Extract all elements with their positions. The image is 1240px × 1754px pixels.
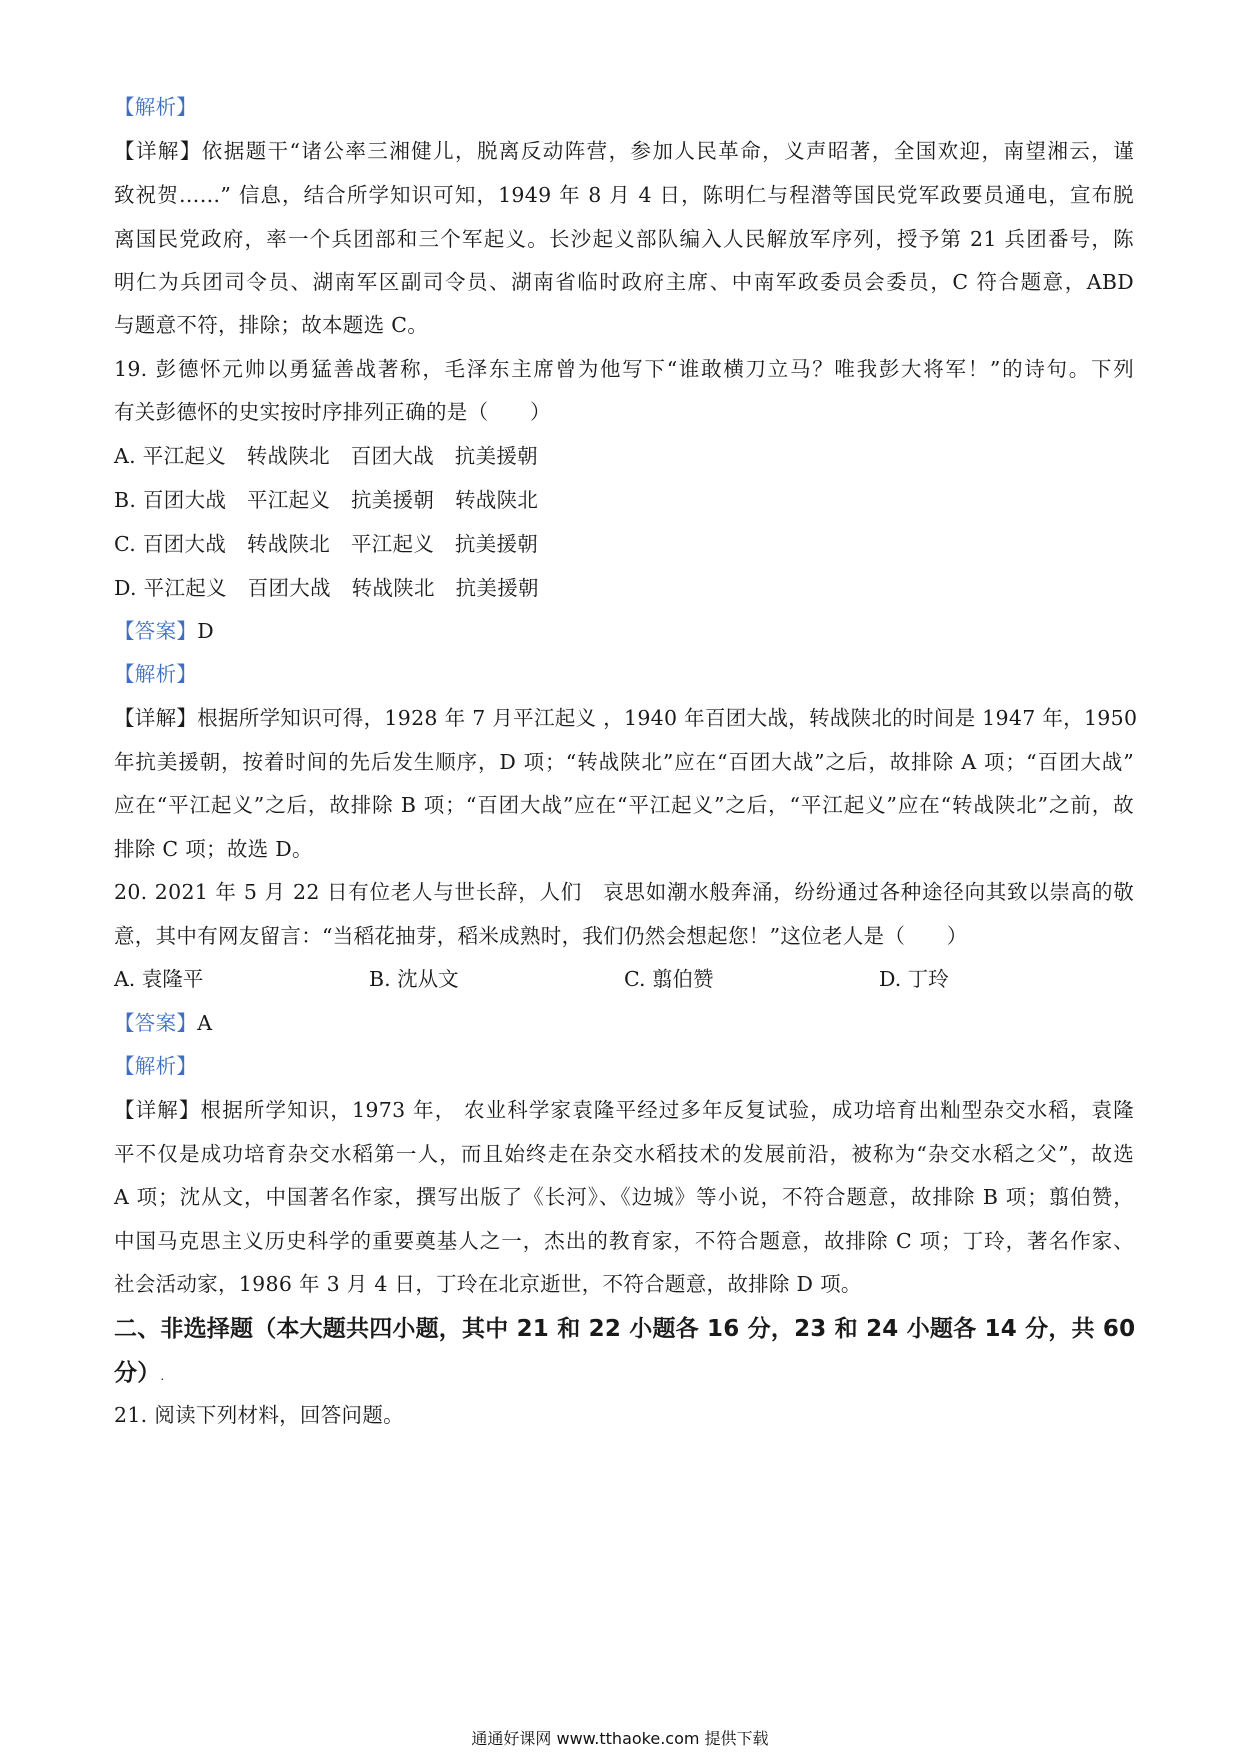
heading-dot: . xyxy=(160,1369,165,1383)
answer-tag: 【答案】 xyxy=(114,619,198,643)
detail-line: 排除 C 项；故选 D。 xyxy=(114,837,313,861)
analysis-tag: 【解析】 xyxy=(114,662,198,686)
section-heading xyxy=(114,1356,1134,1393)
answer-value: D xyxy=(197,619,214,643)
answer-tag: 【答案】 xyxy=(114,1011,198,1035)
detail-line: 年抗美援朝，按着时间的先后发生顺序，D 项；“转战陕北”应在“百团大战”之后，故排除 A 项；“百团大战” xyxy=(114,750,1134,774)
detail-line: 【详解】根据所学知识，1973 年， 农业科学家袁隆平经过多年反复试验，成功培育出籼型杂交水稻，袁隆 xyxy=(114,1098,1134,1122)
detail-line: 明仁为兵团司令员、湖南军区副司令员、湖南省临时政府主席、中南军政委员会委员，C 符合题意，ABD xyxy=(114,270,1134,294)
detail-line: 平不仅是成功培育杂交水稻第一人，而且始终走在杂交水稻技术的发展前沿，被称为“杂交水稻之父”，故选 xyxy=(114,1142,1134,1166)
option-a: A. 平江起义 转战陕北 百团大战 抗美援朝 xyxy=(114,444,538,468)
question-19-stem: 有关彭德怀的史实按时序排列正确的是（ ） xyxy=(114,400,551,424)
option-b: B. 百团大战 平江起义 抗美援朝 转战陕北 xyxy=(114,488,539,512)
answer-row xyxy=(114,616,1134,646)
question-19-stem: 19. 彭德怀元帅以勇猛善战著称，毛泽东主席曾为他写下“谁敢横刀立马？唯我彭大将军！”的诗句。下列 xyxy=(114,357,1134,381)
detail-line: 致祝贺……” 信息，结合所学知识可知，1949 年 8 月 4 日，陈明仁与程潜等国民党军政要员通电，宣布脱 xyxy=(114,183,1134,207)
option-c: C. 翦伯赞 xyxy=(624,967,714,991)
option-b: B. 沈从文 xyxy=(369,967,459,991)
question-20-stem: 20. 2021 年 5 月 22 日有位老人与世长辞，人们 哀思如潮水般奔涌，纷纷通过各种途径向其致以崇高的敬 xyxy=(114,880,1134,904)
detail-line: 离国民党政府，率一个兵团部和三个军起义。长沙起义部队编入人民解放军序列，授予第 21 兵团番号，陈 xyxy=(114,227,1134,251)
question-21-stem: 21. 阅读下列材料，回答问题。 xyxy=(114,1403,404,1427)
analysis-tag: 【解析】 xyxy=(114,95,198,119)
answer-value: A xyxy=(197,1011,213,1035)
question-20-options xyxy=(114,964,1134,994)
page-footer: 通通好课网 www.tthaoke.com 提供下载 xyxy=(471,1729,769,1748)
analysis-tag: 【解析】 xyxy=(114,1054,198,1078)
detail-line: 应在“平江起义”之后，故排除 B 项；“百团大战”应在“平江起义”之后，“平江起义”应在“转战陕北”之前，故 xyxy=(114,793,1134,817)
answer-row xyxy=(114,1008,1134,1038)
section-heading-end: 分） xyxy=(114,1360,161,1386)
detail-line: 中国马克思主义历史科学的重要奠基人之一，杰出的教育家，不符合题意，故排除 C 项；丁玲，著名作家、 xyxy=(114,1229,1134,1253)
detail-line: 社会活动家，1986 年 3 月 4 日，丁玲在北京逝世，不符合题意，故排除 D 项。 xyxy=(114,1272,862,1296)
detail-line: A 项；沈从文，中国著名作家，撰写出版了《长河》、《边城》等小说，不符合题意，故排除 B 项；翦伯赞， xyxy=(114,1185,1134,1209)
question-20-stem: 意，其中有网友留言：“当稻花抽芽，稻米成熟时，我们仍然会想起您！”这位老人是（ ） xyxy=(114,924,968,948)
detail-line: 【详解】依据题干“诸公率三湘健儿，脱离反动阵营，参加人民革命，义声昭著，全国欢迎，南望湘云，谨 xyxy=(114,139,1134,163)
option-d: D. 丁玲 xyxy=(879,967,949,991)
detail-line: 【详解】根据所学知识可得，1928 年 7 月平江起义 ，1940 年百团大战，转战陕北的时间是 1947 年，1950 xyxy=(114,706,1138,730)
option-d: D. 平江起义 百团大战 转战陕北 抗美援朝 xyxy=(114,576,539,600)
section-heading: 二、非选择题（本大题共四小题，其中 21 和 22 小题各 16 分，23 和 24 小题各 14 分，共 60 xyxy=(114,1316,1136,1342)
option-c: C. 百团大战 转战陕北 平江起义 抗美援朝 xyxy=(114,532,539,556)
option-a: A. 袁隆平 xyxy=(114,967,204,991)
detail-line: 与题意不符，排除；故本题选 C。 xyxy=(114,313,429,337)
